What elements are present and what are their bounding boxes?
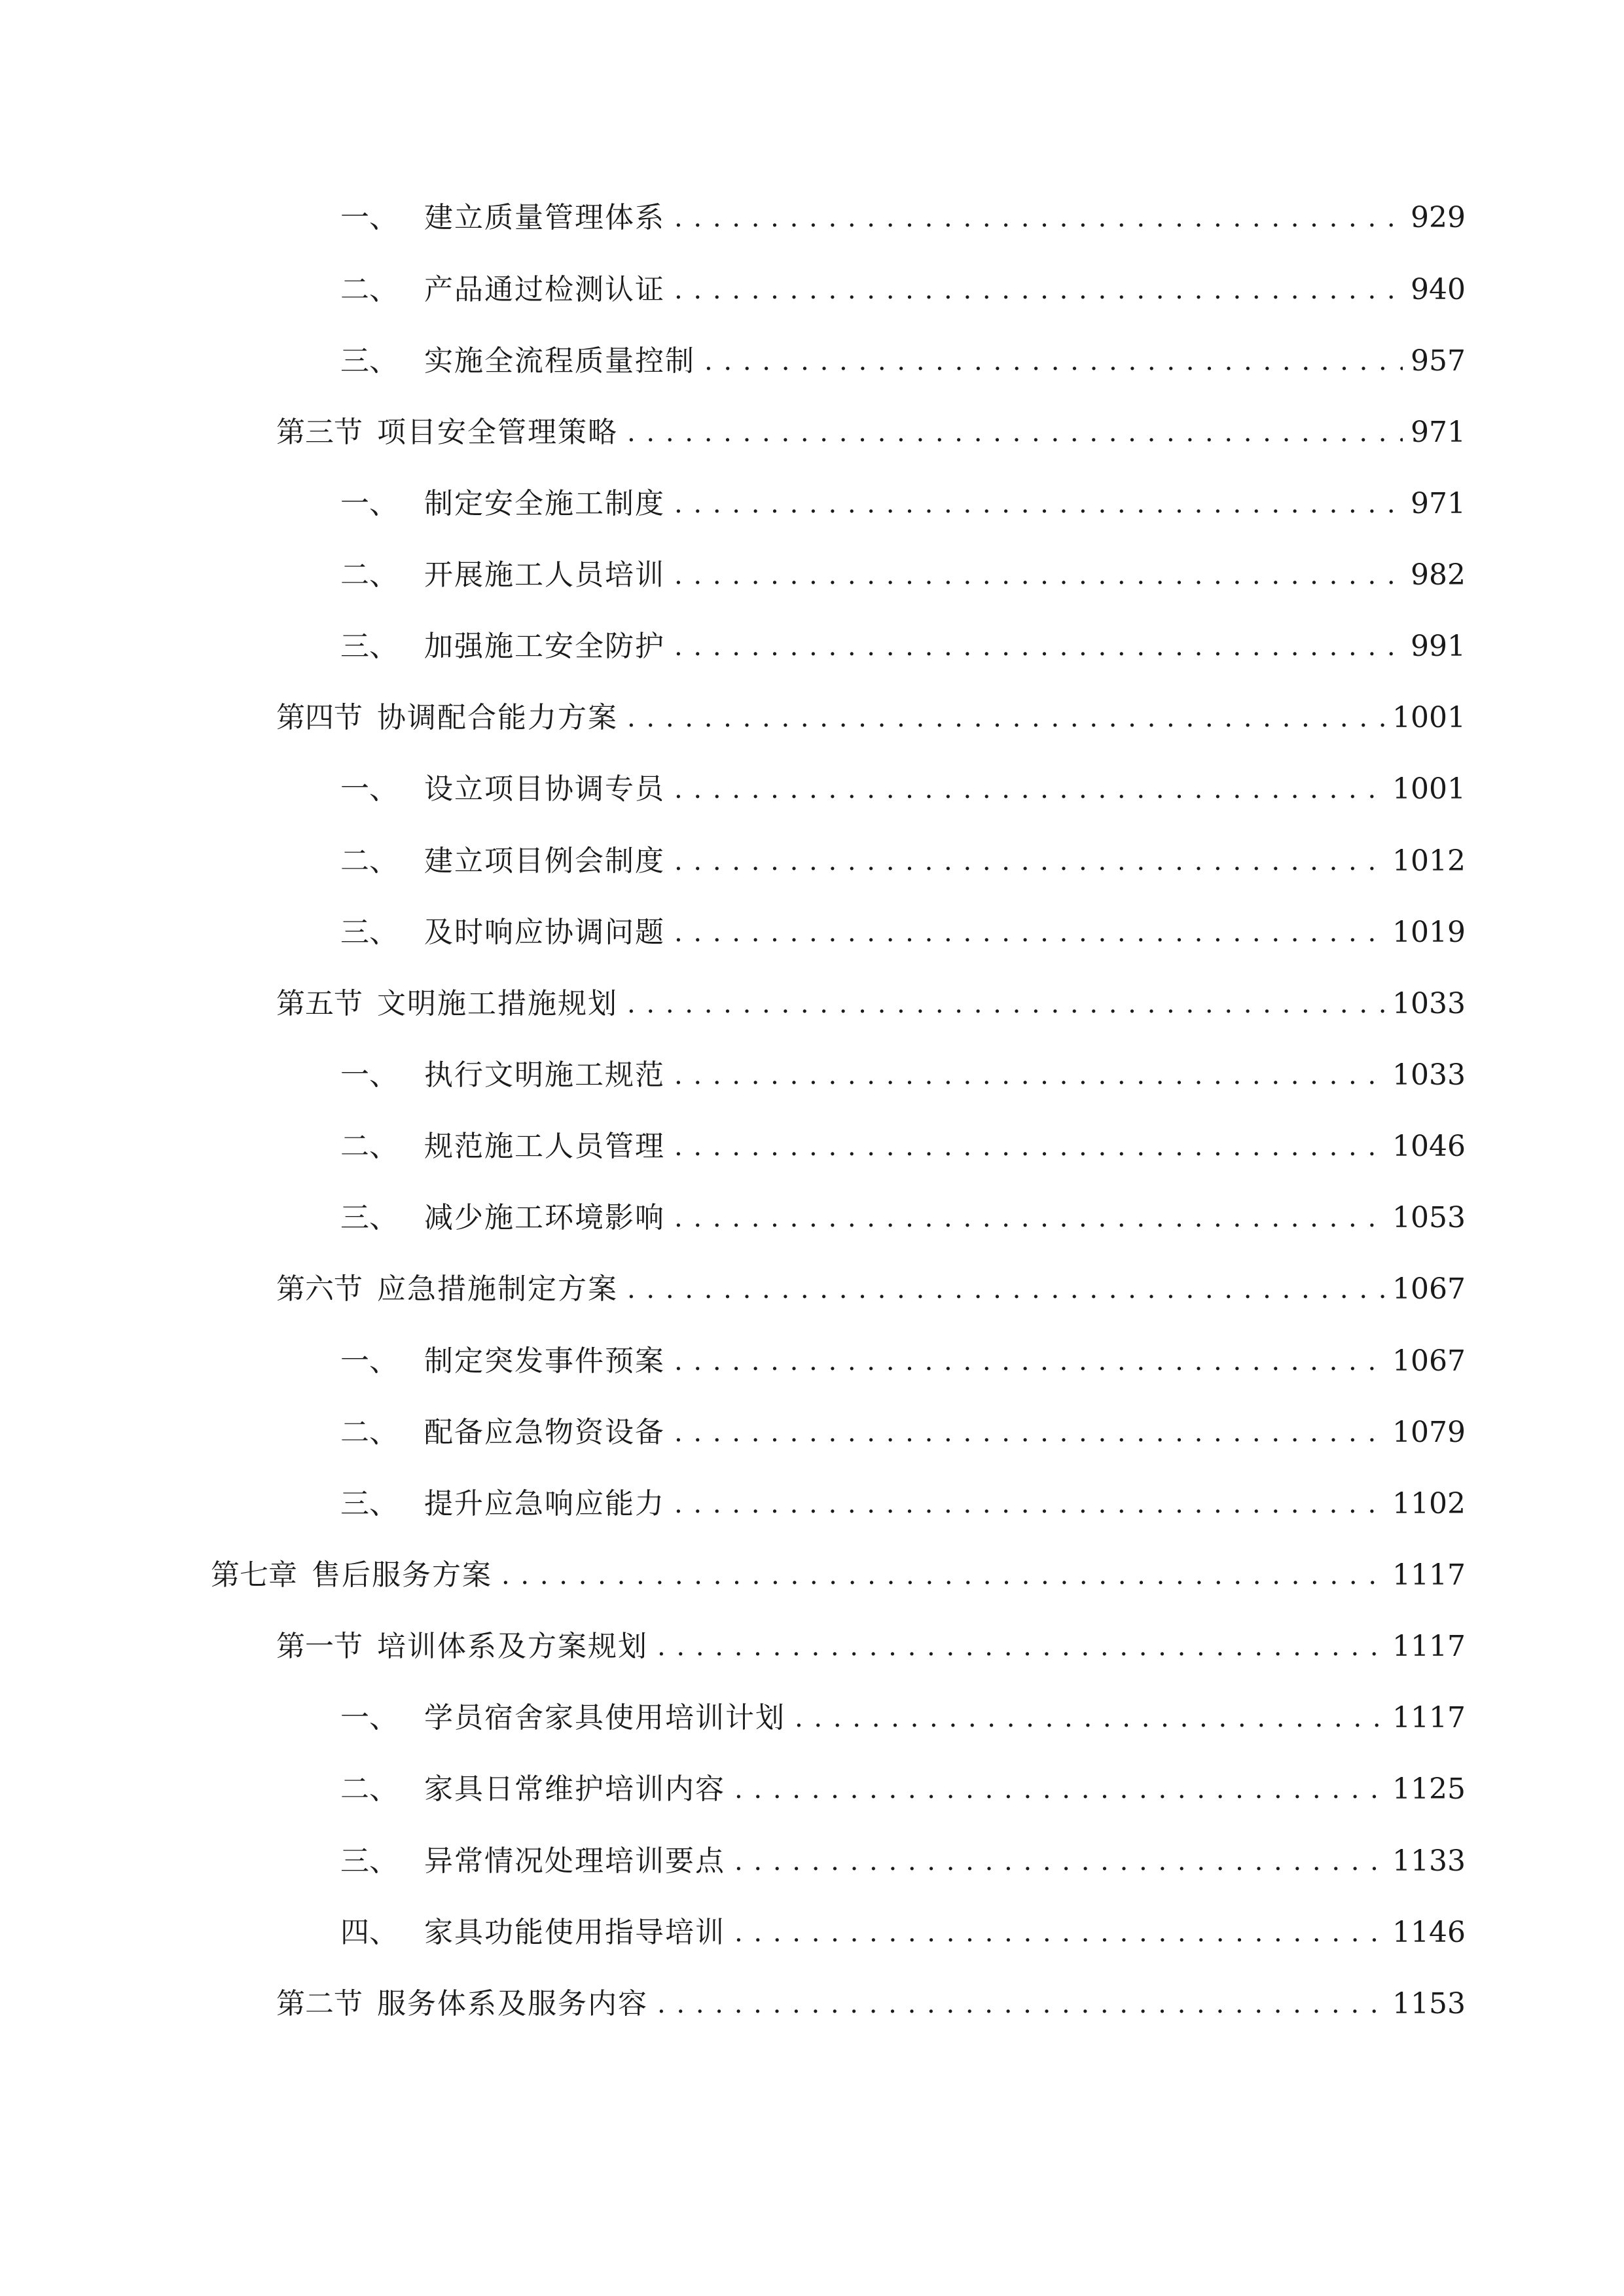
- entry-title: 产品通过检测认证: [424, 273, 665, 306]
- dot-leader: [674, 549, 1403, 601]
- entry-title: 建立质量管理体系: [424, 201, 665, 234]
- toc-entry[interactable]: [340, 264, 1466, 316]
- toc-entry[interactable]: [340, 1192, 1466, 1244]
- dot-leader: [674, 1192, 1384, 1244]
- entry-page-number: 940: [1411, 273, 1466, 306]
- toc-entry[interactable]: [340, 835, 1466, 888]
- dot-leader: [674, 1049, 1384, 1102]
- entry-title: 培训体系及方案规划: [377, 1630, 648, 1663]
- entry-number: 三、: [340, 1844, 398, 1878]
- entry-page-number: 1079: [1392, 1416, 1466, 1449]
- dot-leader: [674, 906, 1384, 959]
- toc-entry[interactable]: [340, 478, 1466, 530]
- entry-number: 一、: [340, 772, 398, 806]
- dot-leader: [627, 406, 1403, 459]
- entry-number: 一、: [340, 1701, 398, 1734]
- entry-number: 三、: [340, 630, 398, 663]
- dot-leader: [674, 192, 1403, 244]
- toc-entry[interactable]: [211, 1549, 1466, 1602]
- toc-entry[interactable]: [340, 1335, 1466, 1388]
- entry-number: 二、: [340, 273, 398, 306]
- entry-page-number: 1102: [1392, 1487, 1466, 1520]
- entry-title: 服务体系及服务内容: [377, 1987, 648, 2020]
- dot-leader: [674, 1407, 1384, 1459]
- entry-page-number: 1019: [1392, 916, 1466, 949]
- entry-page-number: 1117: [1392, 1558, 1466, 1592]
- entry-page-number: 1133: [1392, 1844, 1466, 1878]
- dot-leader: [627, 1263, 1384, 1316]
- entry-number: 一、: [340, 487, 398, 520]
- toc-entry[interactable]: [276, 1978, 1466, 2030]
- toc-entry[interactable]: [276, 1621, 1466, 1673]
- entry-title: 配备应急物资设备: [424, 1416, 665, 1449]
- entry-title: 制定突发事件预案: [424, 1344, 665, 1378]
- entry-number: 第二节: [276, 1987, 363, 2020]
- dot-leader: [674, 1478, 1384, 1530]
- entry-number: 二、: [340, 1130, 398, 1163]
- entry-number: 三、: [340, 1487, 398, 1520]
- entry-title: 应急措施制定方案: [377, 1272, 618, 1306]
- entry-number: 第三节: [276, 416, 363, 449]
- toc-entry[interactable]: [276, 692, 1466, 744]
- entry-title: 家具功能使用指导培训: [424, 1916, 725, 1949]
- toc-entry[interactable]: [340, 335, 1466, 387]
- dot-leader: [627, 692, 1384, 744]
- toc-entry[interactable]: [340, 1121, 1466, 1173]
- entry-page-number: 1117: [1392, 1701, 1466, 1734]
- toc-entry[interactable]: [340, 1763, 1466, 1816]
- entry-title: 文明施工措施规划: [377, 987, 618, 1020]
- dot-leader: [501, 1549, 1384, 1602]
- entry-page-number: 1117: [1392, 1630, 1466, 1663]
- dot-leader: [627, 978, 1384, 1030]
- entry-title: 项目安全管理策略: [377, 416, 618, 449]
- dot-leader: [734, 1763, 1384, 1816]
- entry-page-number: 1153: [1392, 1987, 1466, 2020]
- entry-number: 第四节: [276, 701, 363, 734]
- dot-leader: [674, 620, 1403, 673]
- entry-page-number: 982: [1411, 558, 1466, 592]
- entry-title: 售后服务方案: [312, 1558, 492, 1592]
- entry-page-number: 929: [1411, 201, 1466, 234]
- entry-number: 一、: [340, 1058, 398, 1092]
- toc-entry[interactable]: [340, 1692, 1466, 1744]
- entry-number: 二、: [340, 1416, 398, 1449]
- entry-page-number: 1033: [1392, 987, 1466, 1020]
- dot-leader: [674, 264, 1403, 316]
- toc-entry[interactable]: [340, 620, 1466, 673]
- dot-leader: [674, 1121, 1384, 1173]
- entry-number: 第六节: [276, 1272, 363, 1306]
- entry-number: 二、: [340, 1772, 398, 1806]
- entry-page-number: 971: [1411, 416, 1466, 449]
- entry-number: 三、: [340, 1201, 398, 1234]
- entry-number: 三、: [340, 344, 398, 378]
- entry-title: 学员宿舍家具使用培训计划: [424, 1701, 785, 1734]
- toc-entry[interactable]: [340, 1478, 1466, 1530]
- dot-leader: [734, 1907, 1384, 1959]
- entry-page-number: 991: [1411, 630, 1466, 663]
- entry-title: 制定安全施工制度: [424, 487, 665, 520]
- entry-page-number: 1053: [1392, 1201, 1466, 1234]
- entry-page-number: 1012: [1392, 844, 1466, 878]
- entry-page-number: 971: [1411, 487, 1466, 520]
- entry-number: 二、: [340, 558, 398, 592]
- toc-entry[interactable]: [340, 1907, 1466, 1959]
- toc-entry[interactable]: [340, 192, 1466, 244]
- toc-entry[interactable]: [340, 906, 1466, 959]
- dot-leader: [674, 835, 1384, 888]
- toc-entry[interactable]: [340, 1049, 1466, 1102]
- entry-number: 第五节: [276, 987, 363, 1020]
- entry-title: 实施全流程质量控制: [424, 344, 695, 378]
- entry-title: 及时响应协调问题: [424, 916, 665, 949]
- entry-number: 一、: [340, 1344, 398, 1378]
- dot-leader: [674, 478, 1403, 530]
- entry-title: 建立项目例会制度: [424, 844, 665, 878]
- entry-title: 规范施工人员管理: [424, 1130, 665, 1163]
- entry-page-number: 957: [1411, 344, 1466, 378]
- entry-page-number: 1067: [1392, 1344, 1466, 1378]
- entry-title: 设立项目协调专员: [424, 772, 665, 806]
- toc-entry[interactable]: [340, 1407, 1466, 1459]
- entry-number: 二、: [340, 844, 398, 878]
- entry-page-number: 1046: [1392, 1130, 1466, 1163]
- entry-number: 一、: [340, 201, 398, 234]
- dot-leader: [657, 1978, 1384, 2030]
- entry-title: 减少施工环境影响: [424, 1201, 665, 1234]
- toc-entry[interactable]: [276, 978, 1466, 1030]
- dot-leader: [674, 1335, 1384, 1388]
- dot-leader: [704, 335, 1403, 387]
- toc-entry[interactable]: [276, 406, 1466, 459]
- entry-number: 四、: [340, 1916, 398, 1949]
- entry-title: 加强施工安全防护: [424, 630, 665, 663]
- entry-page-number: 1067: [1392, 1272, 1466, 1306]
- entry-title: 提升应急响应能力: [424, 1487, 665, 1520]
- entry-title: 家具日常维护培训内容: [424, 1772, 725, 1806]
- entry-title: 执行文明施工规范: [424, 1058, 665, 1092]
- dot-leader: [674, 763, 1384, 816]
- entry-number: 第一节: [276, 1630, 363, 1663]
- toc-entry[interactable]: [340, 763, 1466, 816]
- entry-title: 开展施工人员培训: [424, 558, 665, 592]
- entry-page-number: 1001: [1392, 772, 1466, 806]
- entry-page-number: 1033: [1392, 1058, 1466, 1092]
- dot-leader: [795, 1692, 1384, 1744]
- entry-page-number: 1125: [1392, 1772, 1466, 1806]
- dot-leader: [734, 1835, 1384, 1888]
- entry-page-number: 1001: [1392, 701, 1466, 734]
- entry-number: 三、: [340, 916, 398, 949]
- entry-title: 异常情况处理培训要点: [424, 1844, 725, 1878]
- toc-entry[interactable]: [276, 1263, 1466, 1316]
- entry-page-number: 1146: [1392, 1916, 1466, 1949]
- dot-leader: [657, 1621, 1384, 1673]
- entry-title: 协调配合能力方案: [377, 701, 618, 734]
- toc-entry[interactable]: [340, 549, 1466, 601]
- toc-entry[interactable]: [340, 1835, 1466, 1888]
- entry-number: 第七章: [211, 1558, 297, 1592]
